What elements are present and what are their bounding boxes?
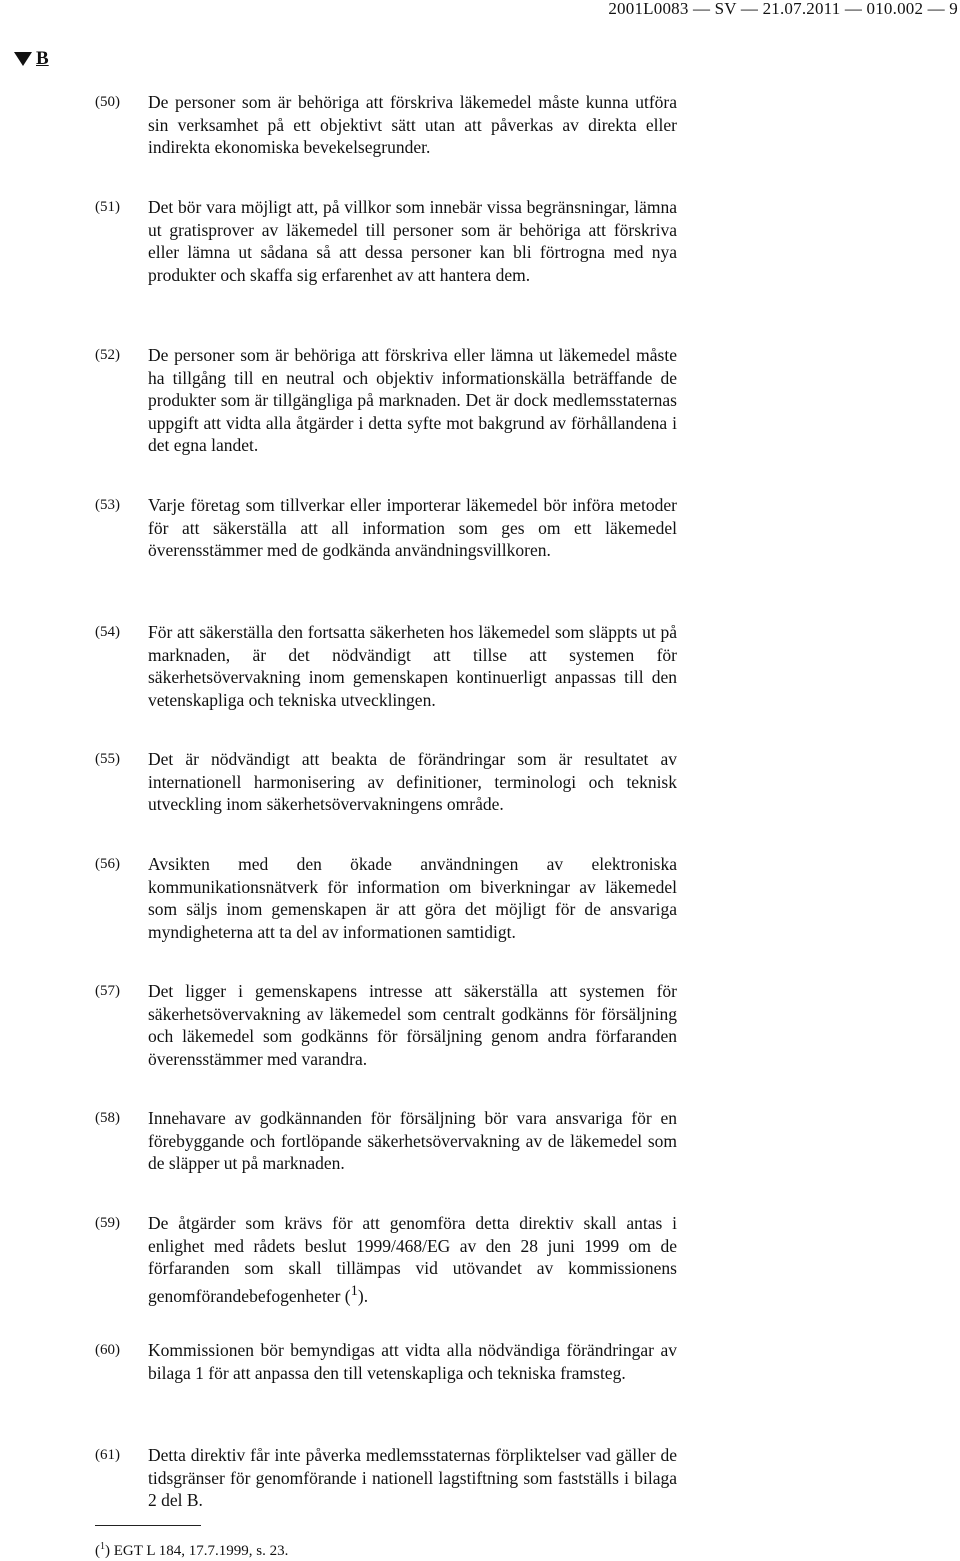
recital-number: (57) — [95, 983, 120, 999]
recital-number: (55) — [95, 751, 120, 767]
recital-text: Det är nödvändigt att beakta de förändringar som är resultatet av internationell harmonisering av definitioner, terminologi och teknisk utveckling inom säkerhetsövervakningens område. — [148, 749, 677, 814]
footnote-close: ) — [105, 1543, 110, 1559]
marker-label: B — [36, 48, 49, 69]
recital-text: Det ligger i gemenskapens intresse att säkerställa att systemen för säkerhetsövervakning av läkemedel som centralt godkänns för försäljning och läkemedel som godkänns för försäljning genom andra förfaranden överensstämmer med varandra. — [148, 981, 677, 1069]
recital-number: (59) — [95, 1215, 120, 1231]
footnote-open: ( — [95, 1543, 100, 1559]
footnote — [95, 1538, 288, 1560]
footnote-number: 1 — [100, 1541, 105, 1552]
recital-number: (51) — [95, 199, 120, 215]
recital-text: Avsikten med den ökade användningen av elektroniska kommunikationsnätverk för information om biverkningar av läkemedel som säljs inom gemenskapen är att göra det möjligt för de ansvariga myndigheterna att ta del av informationen samtidigt. — [148, 854, 677, 942]
recital-text-main: De åtgärder som krävs för att genomföra detta direktiv skall antas i enlighet med rådets beslut 1999/468/EG av den 28 juni 1999 om de förfaranden som skall tillämpas vid utövandet av kommissionens genomförandebefogenheter ( — [148, 1213, 677, 1306]
recital-text — [148, 1212, 677, 1307]
header-text: 2001L0083 — SV — 21.07.2011 — 010.002 — 9 — [608, 0, 958, 18]
recital-number: (52) — [95, 347, 120, 363]
recital-text: Detta direktiv får inte påverka medlemsstaternas förpliktelser vad gäller de tidsgränser för genomförande i nationell lagstiftning som fastställs i bilaga 2 del B. — [148, 1445, 677, 1510]
recital-text: Innehavare av godkännanden för försäljning bör vara ansvariga för en förebyggande och fortlöpande säkerhetsövervakning av de läkemedel som de släpper ut på marknaden. — [148, 1108, 677, 1173]
recital-number: (60) — [95, 1342, 120, 1358]
recital-text: Kommissionen bör bemyndigas att vidta alla nödvändiga förändringar av bilaga 1 för att anpassa den till vetenskapliga och tekniska framsteg. — [148, 1340, 677, 1383]
recital-text: De personer som är behöriga att förskriva läkemedel måste kunna utföra sin verksamhet på ett objektivt sätt utan att påverkas av direkta eller indirekta ekonomiska bevekelsegrunder. — [148, 92, 677, 157]
recital-number: (58) — [95, 1110, 120, 1126]
recital-number: (54) — [95, 624, 120, 640]
recital-text: De personer som är behöriga att förskriva eller lämna ut läkemedel måste ha tillgång till en neutral och objektiv informationskälla beträffande de produkter som är tillgängliga på marknaden. Det är dock medlemsstaternas uppgift att vidta alla åtgärder i detta syfte mot bakgrund av förhållandena i det egna landet. — [148, 345, 677, 455]
recital-text: För att säkerställa den fortsatta säkerheten hos läkemedel som släppts ut på marknaden, är det nödvändigt att tillse att systemen för säkerhetsövervakning inom gemenskapen kontinuerligt anpassas till den vetenskapliga och tekniska utvecklingen. — [148, 622, 677, 710]
recital-text-end: ). — [357, 1285, 369, 1306]
recital-number: (53) — [95, 497, 120, 513]
footnote-divider — [95, 1525, 201, 1526]
recital-text: Det bör vara möjligt att, på villkor som innebär vissa begränsningar, lämna ut gratisprover av läkemedel till personer som är behöriga att förskriva eller lämna ut sådana så att dessa personer kan bli förtrogna med nya produkter och skaffa sig erfarenhet av att hantera dem. — [148, 197, 677, 285]
recital-number: (50) — [95, 94, 120, 110]
recital-number: (56) — [95, 856, 120, 872]
footnote-ref[interactable]: 1 — [350, 1282, 358, 1299]
recital-text: Varje företag som tillverkar eller importerar läkemedel bör införa metoder för att säkerställa att all information som ges om ett läkemedel överensstämmer med de godkända användningsvillkoren. — [148, 495, 677, 560]
footnote-text: EGT L 184, 17.7.1999, s. 23. — [110, 1543, 289, 1559]
recital-number: (61) — [95, 1447, 120, 1463]
